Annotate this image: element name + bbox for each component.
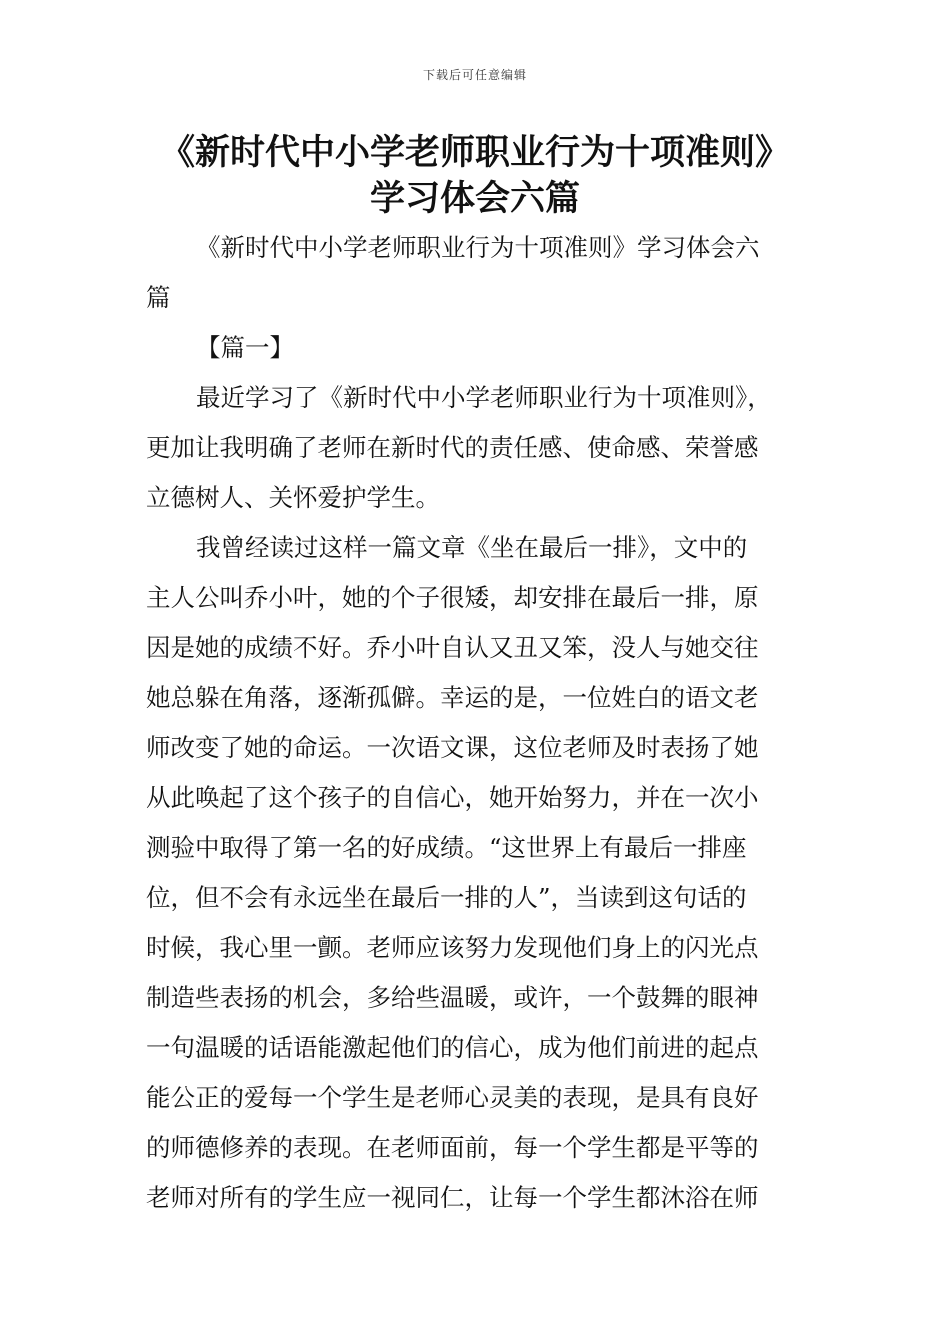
subtitle-line bbox=[0, 223, 950, 273]
text-line: 一句温暖的话语能激起他们的信心，成为他们前进的起点 bbox=[146, 1033, 759, 1062]
text-line: 从此唤起了这个孩子的自信心，她开始努力，并在一次小 bbox=[146, 783, 759, 812]
paragraph-line bbox=[0, 923, 950, 973]
paragraph-line bbox=[0, 1073, 950, 1123]
paragraph-line bbox=[0, 723, 950, 773]
section-heading bbox=[0, 323, 950, 373]
paragraph-line bbox=[0, 623, 950, 673]
paragraph-line bbox=[0, 773, 950, 823]
paragraph-line bbox=[0, 873, 950, 923]
paragraph-line bbox=[0, 573, 950, 623]
paragraph-line bbox=[0, 473, 950, 523]
text-line: 因是她的成绩不好。乔小叶自认又丑又笨，没人与她交往 bbox=[146, 633, 759, 662]
text-line: 能公正的爱每一个学生是老师心灵美的表现，是具有良好 bbox=[146, 1083, 759, 1112]
paragraph-line bbox=[0, 1023, 950, 1073]
paragraph-line bbox=[0, 823, 950, 873]
subtitle-line bbox=[0, 273, 950, 323]
paragraph-line bbox=[0, 423, 950, 473]
text-line: 位，但不会有永远坐在最后一排的人”，当读到这句话的 bbox=[146, 883, 747, 912]
text-line: 更加让我明确了老师在新时代的责任感、使命感、荣誉感 bbox=[146, 433, 759, 462]
text-line: 篇 bbox=[146, 283, 171, 312]
header-note: 下载后可任意编辑 bbox=[422, 68, 527, 82]
paragraph-line bbox=[0, 673, 950, 723]
paragraph-line bbox=[0, 373, 950, 423]
text-line: 立德树人、关怀爱护学生。 bbox=[146, 483, 440, 512]
text-line: 老师对所有的学生应一视同仁，让每一个学生都沐浴在师 bbox=[146, 1183, 759, 1212]
text-line: 《新时代中小学老师职业行为十项准则》学习体会六 bbox=[196, 233, 760, 262]
text-line: 我曾经读过这样一篇文章《坐在最后一排》，文中的 bbox=[196, 533, 748, 562]
text-line: 测验中取得了第一名的好成绩。“这世界上有最后一排座 bbox=[146, 833, 747, 862]
text-line: 师改变了她的命运。一次语文课，这位老师及时表扬了她 bbox=[146, 733, 759, 762]
paragraph-line bbox=[0, 1173, 950, 1223]
paragraph-line bbox=[0, 973, 950, 1023]
paragraph-line bbox=[0, 523, 950, 573]
text-line: 主人公叫乔小叶，她的个子很矮，却安排在最后一排，原 bbox=[146, 583, 759, 612]
text-line: 时候，我心里一颤。老师应该努力发现他们身上的闪光点 bbox=[146, 933, 759, 962]
document-title-line-1: 《新时代中小学老师职业行为十项准则》 bbox=[159, 133, 790, 173]
text-line: 最近学习了《新时代中小学老师职业行为十项准则》， bbox=[196, 383, 772, 412]
section-label: 【篇一】 bbox=[196, 333, 294, 362]
paragraph-line bbox=[0, 1123, 950, 1173]
text-line: 的师德修养的表现。在老师面前，每一个学生都是平等的 bbox=[146, 1133, 759, 1162]
text-line: 她总躲在角落，逐渐孤僻。幸运的是，一位姓白的语文老 bbox=[146, 683, 759, 712]
document-title-line-2: 学习体会六篇 bbox=[369, 179, 580, 219]
text-line: 制造些表扬的机会，多给些温暖，或许，一个鼓舞的眼神 bbox=[146, 983, 759, 1012]
